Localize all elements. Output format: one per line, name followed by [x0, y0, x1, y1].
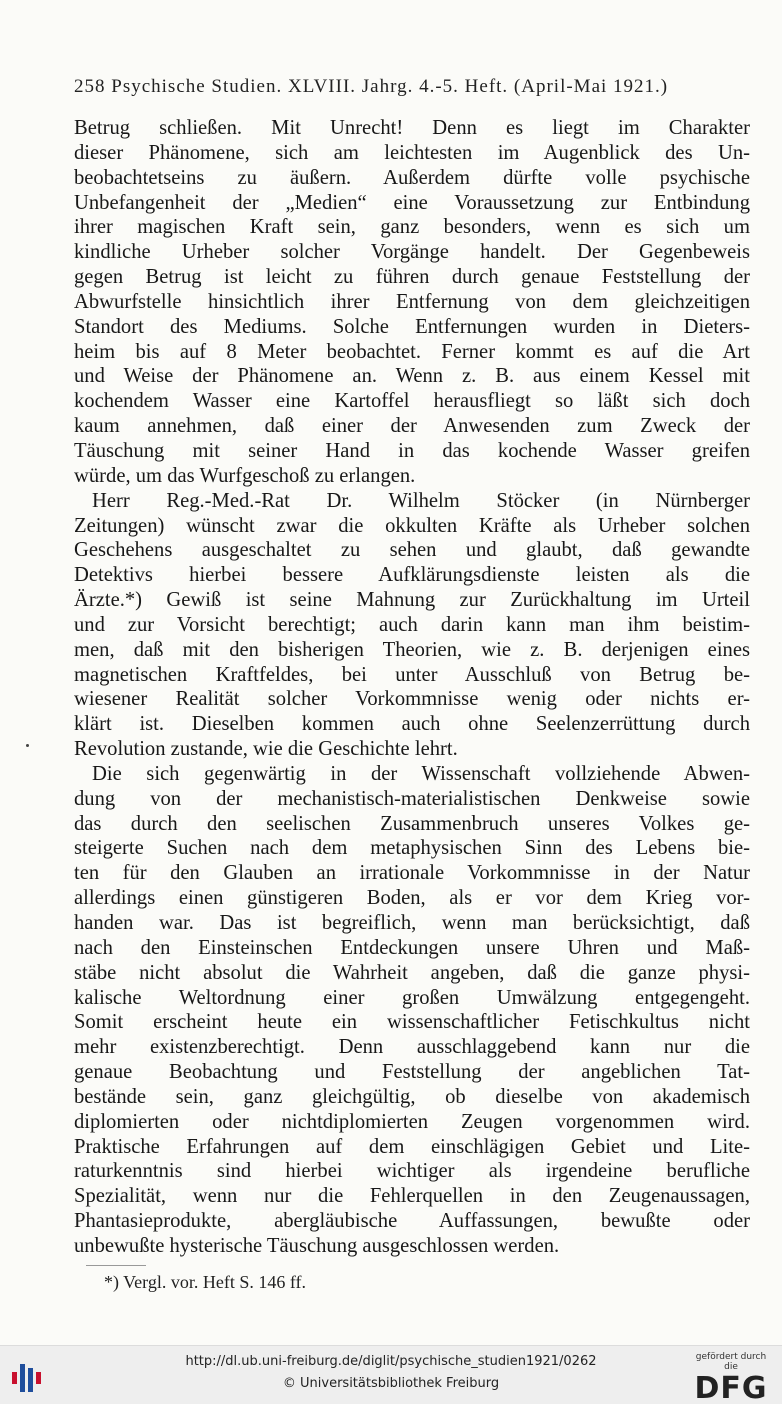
footer-url[interactable]: http://dl.ub.uni-freiburg.de/diglit/psychische_studien1921/0262	[185, 1354, 597, 1369]
text-line: Praktische Erfahrungen auf dem einschlägigen Gebiet und Lite-	[74, 1135, 750, 1158]
text-line: Betrug schließen. Mit Unrecht! Denn es liegt im Charakter	[74, 117, 750, 139]
text-line: unbewußte hysterische Täuschung ausgeschlossen werden.	[74, 1234, 560, 1257]
text-line: Herr Reg.-Med.-Rat Dr. Wilhelm Stöcker (in Nürnberger	[92, 489, 750, 512]
text-line: Detektivs hierbei bessere Aufklärungsdienste leisten als die	[74, 564, 750, 587]
text-line: allerdings einen günstigeren Boden, als er vor dem Krieg vor-	[74, 887, 750, 910]
text-line: Unbefangenheit der „Medien“ eine Voraussetzung zur Entbindung	[74, 191, 750, 214]
text-line: heim bis auf 8 Meter beobachtet. Ferner kommt es auf die Art	[74, 340, 750, 363]
text-line: das durch den seelischen Zusammenbruch unseres Volkes ge-	[74, 812, 750, 835]
text-line: mehr existenzberechtigt. Denn ausschlaggebend kann nur die	[74, 1036, 750, 1059]
dfg-logo	[690, 1352, 772, 1406]
text-line: raturkenntnis sind hierbei wichtiger als irgendeine berufliche	[74, 1160, 750, 1183]
text-line: steigerte Suchen nach dem metaphysischen Sinn des Lebens bie-	[74, 837, 750, 860]
text-line: Täuschung mit seiner Hand in das kochende Wasser greifen	[74, 439, 750, 462]
dfg-caption: gefördert durch die	[695, 1352, 767, 1372]
text-line: stäbe nicht absolut die Wahrheit angeben, daß die ganze physi-	[74, 961, 750, 984]
dfg-wordmark: DFG	[694, 1371, 768, 1406]
text-line: Spezialität, wenn nur die Fehlerquellen in den Zeugenaussagen,	[74, 1185, 750, 1208]
text-line: und Weise der Phänomene an. Wenn z. B. aus einem Kessel mit	[74, 365, 750, 388]
text-line: Phantasieprodukte, abergläubische Auffassungen, bewußte oder	[74, 1210, 750, 1233]
text-line: dung von der mechanistisch-materialistischen Denkweise sowie	[74, 787, 750, 810]
text-line: bestände sein, ganz gleichgültig, ob dieselbe von akademisch	[74, 1085, 750, 1108]
body-text	[74, 116, 750, 1259]
text-line: Ärzte.*) Gewiß ist seine Mahnung zur Zurückhaltung im Urteil	[74, 589, 750, 612]
text-line: Zeitungen) wünscht zwar die okkulten Kräfte als Urheber solchen	[74, 514, 750, 537]
text-line: kaum annehmen, daß einer der Anwesenden zum Zweck der	[74, 415, 750, 438]
page-number: 258	[74, 76, 106, 97]
text-line: Somit erscheint heute ein wissenschaftlicher Fetischkultus nicht	[74, 1011, 750, 1034]
text-line: würde, um das Wurfgeschoß zu erlangen.	[74, 464, 416, 487]
text-line: wiesener Realität solcher Vorkommnisse wenig oder nichts er-	[74, 688, 750, 711]
text-line: diplomierten oder nichtdiplomierten Zeugen vorgenommen wird.	[74, 1110, 750, 1133]
text-line: und zur Vorsicht berechtigt; auch darin kann man ihm beistim-	[74, 613, 750, 636]
margin-mark	[26, 744, 29, 747]
text-line: magnetischen Kraftfeldes, bei unter Ausschluß von Betrug be-	[74, 663, 750, 686]
text-line: nach den Einsteinschen Entdeckungen unsere Uhren und Maß-	[74, 936, 750, 959]
text-line: beobachtetseins zu äußern. Außerdem dürfte volle psychische	[74, 166, 750, 189]
text-line: Geschehens ausgeschaltet zu sehen und glaubt, daß gewandte	[74, 539, 750, 562]
page-header	[74, 76, 754, 98]
text-line: kalische Weltordnung einer großen Umwälzung entgegengeht.	[74, 986, 750, 1009]
text-line: Die sich gegenwärtig in der Wissenschaft vollziehende Abwen-	[92, 762, 750, 785]
footnote-rule	[86, 1265, 146, 1266]
text-line: Abwurfstelle hinsichtlich ihrer Entfernung von dem gleichzeitigen	[74, 290, 750, 313]
text-line: ten für den Glauben an irrationale Vorkommnisse in der Natur	[74, 862, 750, 885]
text-line: kindliche Urheber solcher Vorgänge handelt. Der Gegenbeweis	[74, 241, 750, 264]
text-line: genaue Beobachtung und Feststellung der angeblichen Tat-	[74, 1061, 750, 1084]
viewer-footer	[0, 1345, 782, 1404]
text-line: dieser Phänomene, sich am leichtesten im Augenblick des Un-	[74, 141, 750, 164]
text-line: Standort des Mediums. Solche Entfernungen wurden in Dieters-	[74, 315, 750, 338]
text-line: klärt ist. Dieselben kommen auch ohne Seelenzerrüttung durch	[74, 713, 750, 736]
footer-copyright: © Universitätsbibliothek Freiburg	[282, 1376, 500, 1391]
text-line: ihrer magischen Kraft sein, ganz besonders, wenn es sich um	[74, 216, 750, 239]
text-line: men, daß mit den bisherigen Theorien, wie z. B. derjenigen eines	[74, 638, 750, 661]
text-line: Revolution zustande, wie die Geschichte lehrt.	[74, 738, 458, 761]
footnote: *) Vergl. vor. Heft S. 146 ff.	[104, 1272, 306, 1292]
text-line: gegen Betrug ist leicht zu führen durch genaue Feststellung der	[74, 266, 750, 289]
text-line: kochendem Wasser eine Kartoffel herausfliegt so läßt sich doch	[74, 390, 750, 413]
text-line: handen war. Das ist begreiflich, wenn man berücksichtigt, daß	[74, 912, 750, 934]
running-title: Psychische Studien. XLVIII. Jahrg. 4.-5. Heft. (April-Mai 1921.)	[111, 76, 669, 97]
